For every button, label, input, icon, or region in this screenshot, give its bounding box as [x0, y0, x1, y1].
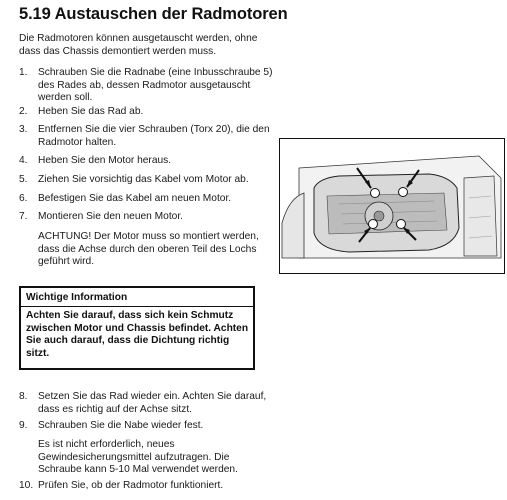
step-text: Heben Sie das Rad ab.: [38, 106, 144, 117]
step-text: Ziehen Sie vorsichtig das Kabel vom Motor ab.: [38, 174, 249, 185]
step-number: 1.: [19, 67, 28, 78]
step-text: Entfernen Sie die vier Schrauben (Torx 20), die den Radmotor halten.: [38, 124, 270, 148]
step-number: 2.: [19, 106, 28, 117]
step-7-note: ACHTUNG! Der Motor muss so montiert werden, dass die Achse durch den oberen Teil des Lochs geführt wird.: [38, 231, 259, 267]
step-number: 8.: [19, 391, 28, 402]
step-text: Prüfen Sie, ob der Radmotor funktioniert.: [38, 480, 224, 491]
step-number: 3.: [19, 124, 28, 135]
info-box-divider: [21, 306, 253, 307]
wheel-motor-illustration: [279, 138, 505, 274]
step-number: 5.: [19, 174, 28, 185]
step-text: Heben Sie den Motor heraus.: [38, 155, 172, 166]
important-info-box: [19, 286, 255, 370]
step-number: 4.: [19, 155, 28, 166]
intro-paragraph: Die Radmotoren können ausgetauscht werden, ohne dass das Chassis demontiert werden muss.: [19, 33, 258, 57]
step-text: Befestigen Sie das Kabel am neuen Motor.: [38, 193, 232, 204]
step-text: Montieren Sie den neuen Motor.: [38, 211, 183, 222]
info-box-heading: Wichtige Information: [26, 292, 128, 303]
step-number: 10.: [19, 480, 34, 491]
step-text: Schrauben Sie die Nabe wieder fest.: [38, 420, 204, 431]
step-number: 7.: [19, 211, 28, 222]
step-text: Schrauben Sie die Radnabe (eine Inbusschraube 5) des Rades ab, dessen Radmotor ausgetauscht werden soll.: [38, 67, 273, 103]
info-box-body: Achten Sie darauf, dass sich kein Schmutz zwischen Motor und Chassis befindet. Achten Sie auch darauf, dass die Dichtung richtig sitzt.: [26, 310, 249, 359]
step-number: 6.: [19, 193, 28, 204]
step-9-note: Es ist nicht erforderlich, neues Gewindesicherungsmittel aufzutragen. Die Schraube kann 5-10 Mal verwendet werden.: [38, 439, 238, 475]
section-title: 5.19 Austauschen der Radmotoren: [19, 5, 288, 23]
step-number: 9.: [19, 420, 28, 431]
step-text: Setzen Sie das Rad wieder ein. Achten Sie darauf, dass es richtig auf der Achse sitzt.: [38, 391, 267, 415]
